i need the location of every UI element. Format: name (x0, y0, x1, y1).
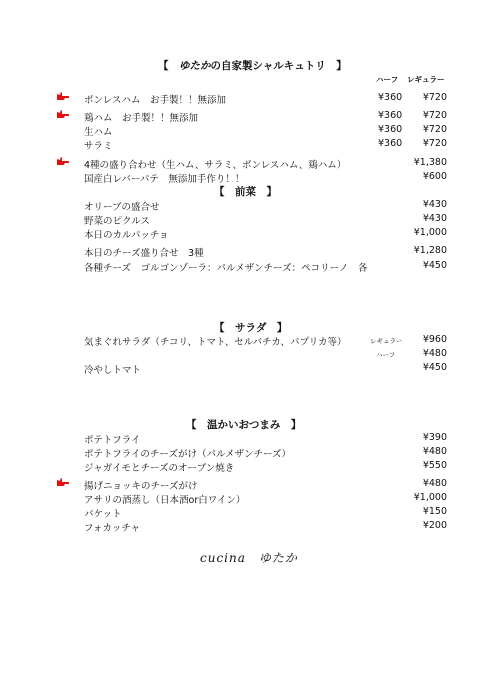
heading-shop-name: ゆたか (179, 60, 211, 72)
restaurant-name-footer: cucina ゆたか (200, 551, 298, 565)
menu-item-name: 国産白レバーパテ 無添加手作り！！ (84, 174, 245, 185)
menu-item-price: ¥480 (422, 478, 447, 489)
menu-item-name: 揚げニョッキのチーズがけ (84, 481, 198, 492)
menu-item-price: ¥480 (422, 446, 447, 457)
price-regular: ¥720 (422, 138, 447, 149)
size-label-regular: レギュラー (370, 337, 403, 345)
menu-item-price: ¥550 (422, 460, 447, 471)
price-half: ¥480 (422, 348, 447, 359)
size-label-half: ハーフ (376, 351, 396, 359)
price-regular: ¥960 (422, 334, 447, 345)
column-header-half: ハーフ (376, 75, 399, 84)
pointing-hand-icon (57, 478, 69, 487)
menu-item-name: サラミ (84, 141, 113, 152)
menu-item-price: ¥430 (422, 213, 447, 224)
menu-item-name: 野菜のピクルス (84, 216, 150, 227)
price-half: ¥360 (378, 110, 403, 121)
menu-item-name: バケット (84, 509, 122, 520)
charcuterie-heading: 【 ゆたかの自家製シャルキュトリ 】 (158, 60, 347, 72)
pointing-hand-icon (57, 92, 69, 101)
price-regular: ¥720 (422, 110, 447, 121)
hot-snacks-heading: 【 温かいおつまみ 】 (186, 419, 302, 431)
menu-item-price: ¥390 (422, 432, 447, 443)
column-header-regular: レギュラー (407, 75, 445, 84)
menu-item-price: ¥1,000 (413, 492, 447, 503)
menu-item-name: オリーブの盛合せ (84, 202, 160, 213)
price-regular: ¥720 (422, 92, 447, 103)
menu-item-name: 4種の盛り合わせ（生ハム、サラミ、ボンレスハム、鶏ハム） (84, 160, 347, 171)
menu-item-price: ¥1,280 (413, 245, 447, 256)
price-regular: ¥720 (422, 124, 447, 135)
pointing-hand-icon (57, 110, 69, 119)
menu-item-name: 鶏ハム お手製！！無添加 (84, 113, 199, 124)
menu-item-name: フォカッチャ (84, 523, 141, 534)
menu-item-name: ボンレスハム お手製！！無添加 (84, 95, 226, 106)
menu-item-price: ¥450 (422, 362, 447, 373)
appetizers-heading: 【 前菜 】 (214, 186, 277, 198)
menu-item-name: 生ハム (84, 127, 113, 138)
menu-item-name: 冷やしトマト (84, 365, 142, 376)
salad-heading: 【 サラダ 】 (214, 322, 288, 334)
menu-item-name: 気まぐれサラダ（チコリ、トマト、セルバチカ、パプリカ等） (84, 337, 347, 348)
menu-item-name: ポテトフライ (84, 435, 141, 446)
menu-item-price: ¥200 (422, 520, 447, 531)
menu-item-price: ¥1,000 (413, 227, 447, 238)
menu-item-name: 本日のチーズ盛り合せ 3種 (84, 248, 204, 259)
price-half: ¥360 (378, 138, 403, 149)
menu-item-name: 本日のカルパッチョ (84, 230, 169, 241)
menu-item-price: ¥430 (422, 199, 447, 210)
menu-item-name: 各種チーズ ゴルゴンゾーラ：パルメザンチーズ：ペコリーノ 各 (84, 263, 368, 274)
menu-item-name: ジャガイモとチーズのオーブン焼き (84, 463, 235, 474)
menu-item-price: ¥1,380 (413, 157, 447, 168)
menu-item-name: アサリの酒蒸し（日本酒or白ワイン） (84, 495, 246, 506)
menu-item-name: ポテトフライのチーズがけ（パルメザンチーズ） (84, 449, 292, 460)
menu-item-price: ¥150 (422, 506, 447, 517)
pointing-hand-icon (57, 157, 69, 166)
menu-item-price: ¥450 (422, 260, 447, 271)
price-half: ¥360 (378, 124, 403, 135)
menu-item-price: ¥600 (422, 171, 447, 182)
price-half: ¥360 (378, 92, 403, 103)
